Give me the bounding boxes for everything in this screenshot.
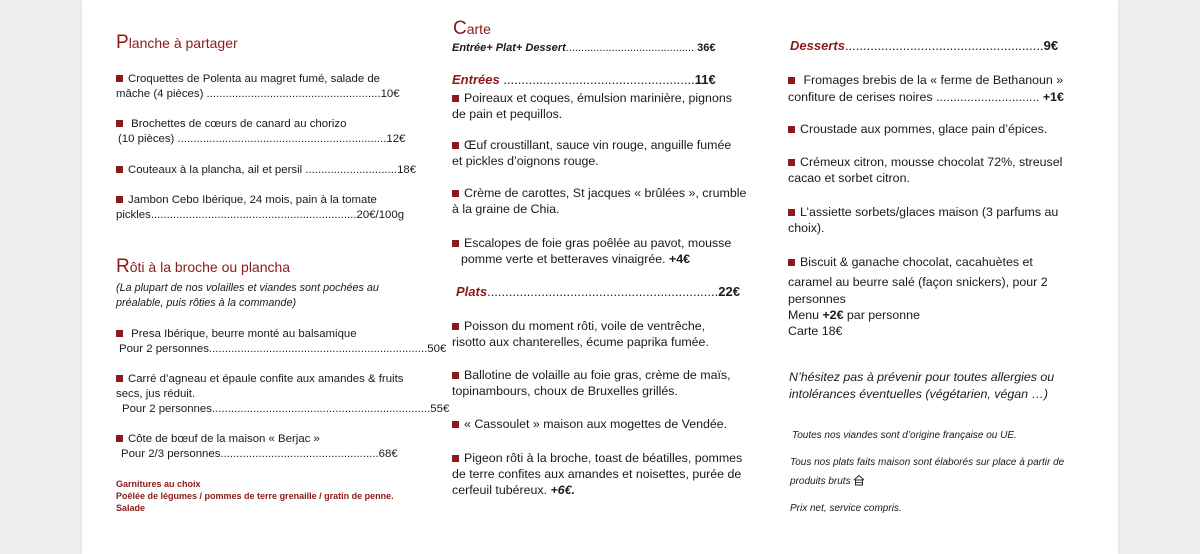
square-bullet-icon [116,75,123,82]
plat-item-1-line1: Poisson du moment rôti, voile de ventrêche, [452,318,705,334]
plat-item-4-line3: cerfeuil tubéreux. +6€. [452,483,575,497]
dessert-item-3-line1: Crémeux citron, mousse chocolat 72%, streusel [788,154,1062,170]
entree-item-2-line1: Œuf croustillant, sauce vin rouge, anguille fumée [452,137,731,153]
dessert-item-1-line1: Fromages brebis de la « ferme de Bethanoun » [788,72,1063,88]
entree-item-1-line2: de pain et pequillos. [452,107,563,121]
dessert-item-4-line2: choix). [788,221,825,235]
square-bullet-icon [452,142,459,149]
allergy-note-line2: intolérances éventuelles (végétarien, végan …) [789,387,1048,401]
dessert-item-5-line2: caramel au beurre salé (façon snickers), pour 2 [788,275,1048,289]
house-icon [853,474,865,486]
desserts-title: Desserts.......................................................9€ [790,38,1059,53]
plat-item-2-line1: Ballotine de volaille au foie gras, crème de maïs, [452,367,731,383]
roti-item-2-line1b: secs, jus réduit. [116,388,196,400]
square-bullet-icon [788,126,795,133]
entree-item-3-line2: à la graine de Chia. [452,202,560,216]
plat-item-2-line2: topinambours, choux de Bruxelles grillés. [452,384,678,398]
allergy-note-line1: N’hésitez pas à prévenir pour toutes allergies ou [789,370,1055,384]
planche-item-2-line2: (10 pièces) ..................................................................12€ [118,133,406,145]
plat-item-4-line2: de terre confites aux amandes et noisettes, purée de [452,467,742,481]
planche-title: Planche à partager [116,32,238,53]
plat-item-4-line1: Pigeon rôti à la broche, toast de béatilles, pommes [452,450,742,466]
homemade-note-line1: Tous nos plats faits maison sont élaborés sur place à partir de [790,457,1065,468]
garnitures-line1: Poêlée de légumes / pommes de terre grenaille / gratin de penne. [116,491,394,501]
planche-item-4-line2: pickles.................................................................20€/100g [116,209,405,221]
square-bullet-icon [452,95,459,102]
dessert-item-2: Croustade aux pommes, glace pain d’épices. [788,121,1047,137]
square-bullet-icon [452,372,459,379]
prices-note: Prix net, service compris. [790,503,902,514]
roti-title: Rôti à la broche ou plancha [116,256,291,277]
square-bullet-icon [116,166,123,173]
planche-item-1-line2: mâche (4 pièces) .......................................................10€ [116,88,400,100]
roti-item-3-line2: Pour 2/3 personnes..................................................68€ [121,448,398,460]
square-bullet-icon [452,421,459,428]
roti-subtitle-line2: préalable, puis rôties à la commande) [116,297,297,309]
dessert-item-5-menu: Menu +2€ par personne [788,308,920,322]
dessert-item-1-line2: confiture de cerises noires .............................. +1€ [788,90,1064,104]
planche-item-3: Couteaux à la plancha, ail et persil .............................18€ [116,163,416,178]
square-bullet-icon [452,323,459,330]
square-bullet-icon [116,375,123,382]
entree-item-2-line2: et pickles d’oignons rouge. [452,154,599,168]
dessert-item-5-line3: personnes [788,292,846,306]
garnitures-title: Garnitures au choix [116,479,201,489]
garnitures-line2: Salade [116,503,146,513]
carte-title: Carte [453,18,491,39]
carte-formula: Entrée+ Plat+ Dessert.......................................... 36€ [452,42,716,54]
square-bullet-icon [452,455,459,462]
roti-item-3-line1: Côte de bœuf de la maison « Berjac » [116,432,320,447]
square-bullet-icon [452,240,459,247]
square-bullet-icon [116,435,123,442]
menu-page [82,0,1118,554]
plats-title: Plats................................................................22€ [456,284,740,299]
square-bullet-icon [788,259,795,266]
square-bullet-icon [788,209,795,216]
planche-item-2-line1: Brochettes de cœurs de canard au chorizo [116,117,346,132]
dessert-item-4-line1: L’assiette sorbets/glaces maison (3 parfums au [788,204,1058,220]
entree-item-4-line1: Escalopes de foie gras poêlée au pavot, mousse [452,235,731,251]
dessert-item-3-line2: cacao et sorbet citron. [788,171,910,185]
square-bullet-icon [116,196,123,203]
entree-item-4-line2: pomme verte et betteraves vinaigrée. +4€ [461,252,691,266]
roti-item-2-line2: Pour 2 personnes.....................................................................55€ [122,403,450,415]
plat-item-3: « Cassoulet » maison aux mogettes de Vendée. [452,416,727,432]
roti-subtitle-line1: (La plupart de nos volailles et viandes sont pochées au [116,282,379,294]
square-bullet-icon [788,159,795,166]
roti-item-2-line1: Carré d’agneau et épaule confite aux amandes & fruits [116,372,403,387]
entrees-title: Entrées .....................................................11€ [452,72,716,87]
origin-note: Toutes nos viandes sont d’origine française ou UE. [792,430,1017,441]
entree-item-3-line1: Crème de carottes, St jacques « brûlées », crumble [452,185,746,201]
square-bullet-icon [116,330,123,337]
roti-item-1-line1: Presa Ibérique, beurre monté au balsamique [116,327,357,342]
entree-item-1-line1: Poireaux et coques, émulsion marinière, pignons [452,90,732,106]
plat-item-1-line2: risotto aux chanterelles, écume paprika fumée. [452,335,709,349]
square-bullet-icon [788,77,795,84]
roti-item-1-line2: Pour 2 personnes.....................................................................50€ [119,343,447,355]
homemade-note-line2: produits bruts [790,474,865,488]
square-bullet-icon [452,190,459,197]
dessert-item-5-line1: Biscuit & ganache chocolat, cacahuètes et [788,254,1033,270]
square-bullet-icon [116,120,123,127]
planche-item-1-line1: Croquettes de Polenta au magret fumé, salade de [116,72,380,87]
planche-item-4-line1: Jambon Cebo Ibérique, 24 mois, pain à la tomate [116,193,377,208]
dessert-item-5-carte: Carte 18€ [788,324,843,338]
